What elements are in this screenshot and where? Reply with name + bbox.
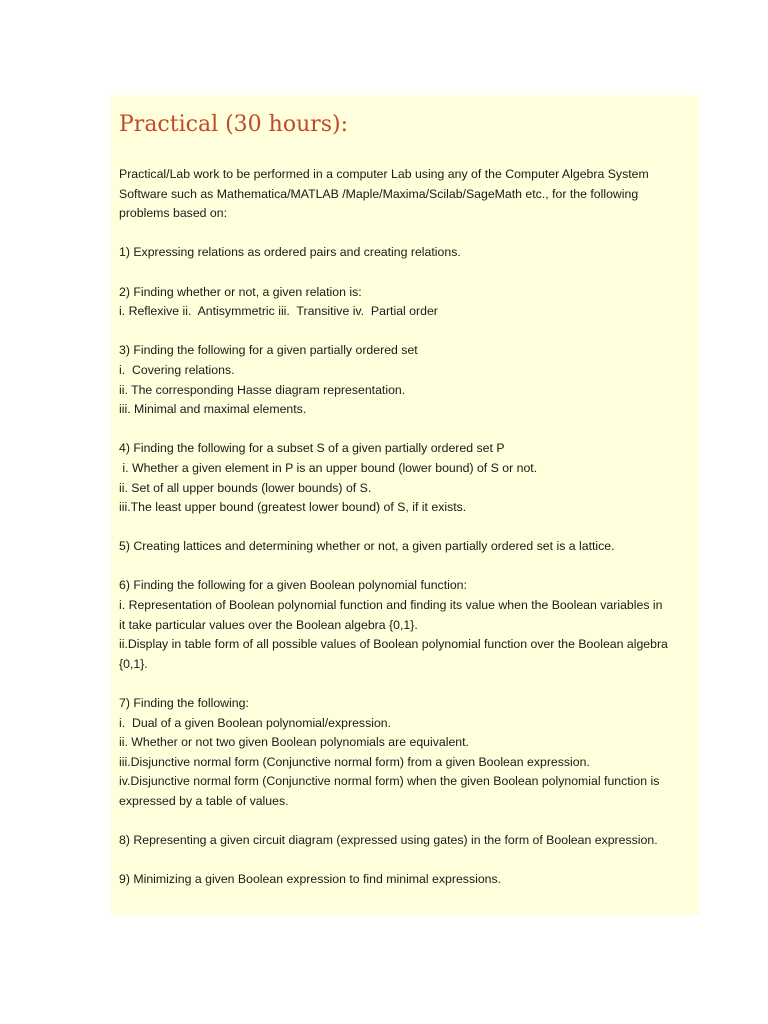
item-line: i. Representation of Boolean polynomial function and finding its value when the Boolean variables in [119, 598, 663, 613]
item-line: 9) Minimizing a given Boolean expression to find minimal expressions. [119, 872, 502, 887]
item-line: 7) Finding the following: [119, 696, 249, 711]
item-line: 6) Finding the following for a given Boolean polynomial function: [119, 578, 467, 593]
item-line: i. Covering relations. [119, 362, 235, 377]
item-line: iii.Disjunctive normal form (Conjunctive normal form) from a given Boolean expression. [119, 754, 590, 769]
practical-section [111, 95, 700, 915]
item-line: i. Reflexive ii. Antisymmetric iii. Transitive iv. Partial order [119, 304, 438, 319]
section-body [119, 165, 692, 890]
item-line: 4) Finding the following for a subset S of a given partially ordered set P [119, 441, 505, 456]
item-line: ii. The corresponding Hasse diagram representation. [119, 382, 406, 397]
item-line: 2) Finding whether or not, a given relation is: [119, 284, 362, 299]
item-8 [119, 831, 692, 851]
item-5 [119, 537, 692, 557]
intro-paragraph [119, 165, 692, 224]
section-title: Practical (30 hours): [119, 112, 349, 137]
item-line: ii. Set of all upper bounds (lower bounds) of S. [119, 480, 372, 495]
item-line: 5) Creating lattices and determining whether or not, a given partially ordered set is a lattice. [119, 539, 615, 554]
intro-line: Software such as Mathematica/MATLAB /Maple/Maxima/Scilab/SageMath etc., for the following [119, 186, 639, 201]
item-line: iii.The least upper bound (greatest lower bound) of S, if it exists. [119, 500, 467, 515]
item-line: it take particular values over the Boolean algebra {0,1}. [119, 617, 418, 632]
item-line: iii. Minimal and maximal elements. [119, 402, 307, 417]
item-line: 1) Expressing relations as ordered pairs and creating relations. [119, 245, 461, 260]
item-9 [119, 870, 692, 890]
item-line: {0,1}. [119, 656, 148, 671]
intro-line: problems based on: [119, 206, 228, 221]
item-3 [119, 341, 692, 419]
item-line: i. Dual of a given Boolean polynomial/expression. [119, 715, 392, 730]
item-line: 8) Representing a given circuit diagram (expressed using gates) in the form of Boolean expression. [119, 833, 658, 848]
item-line: ii. Whether or not two given Boolean polynomials are equivalent. [119, 735, 469, 750]
item-line: iv.Disjunctive normal form (Conjunctive normal form) when the given Boolean polynomial function is [119, 774, 660, 789]
item-2 [119, 283, 692, 322]
item-1 [119, 243, 692, 263]
item-line: i. Whether a given element in P is an upper bound (lower bound) of S or not. [119, 460, 538, 475]
item-line: expressed by a table of values. [119, 794, 289, 808]
item-line: ii.Display in table form of all possible values of Boolean polynomial function over the Boolean algebra [119, 637, 668, 652]
item-7 [119, 694, 692, 812]
item-4 [119, 439, 692, 517]
item-line: 3) Finding the following for a given partially ordered set [119, 343, 418, 358]
intro-line: Practical/Lab work to be performed in a computer Lab using any of the Computer Algebra System [119, 167, 649, 181]
item-6 [119, 576, 692, 674]
